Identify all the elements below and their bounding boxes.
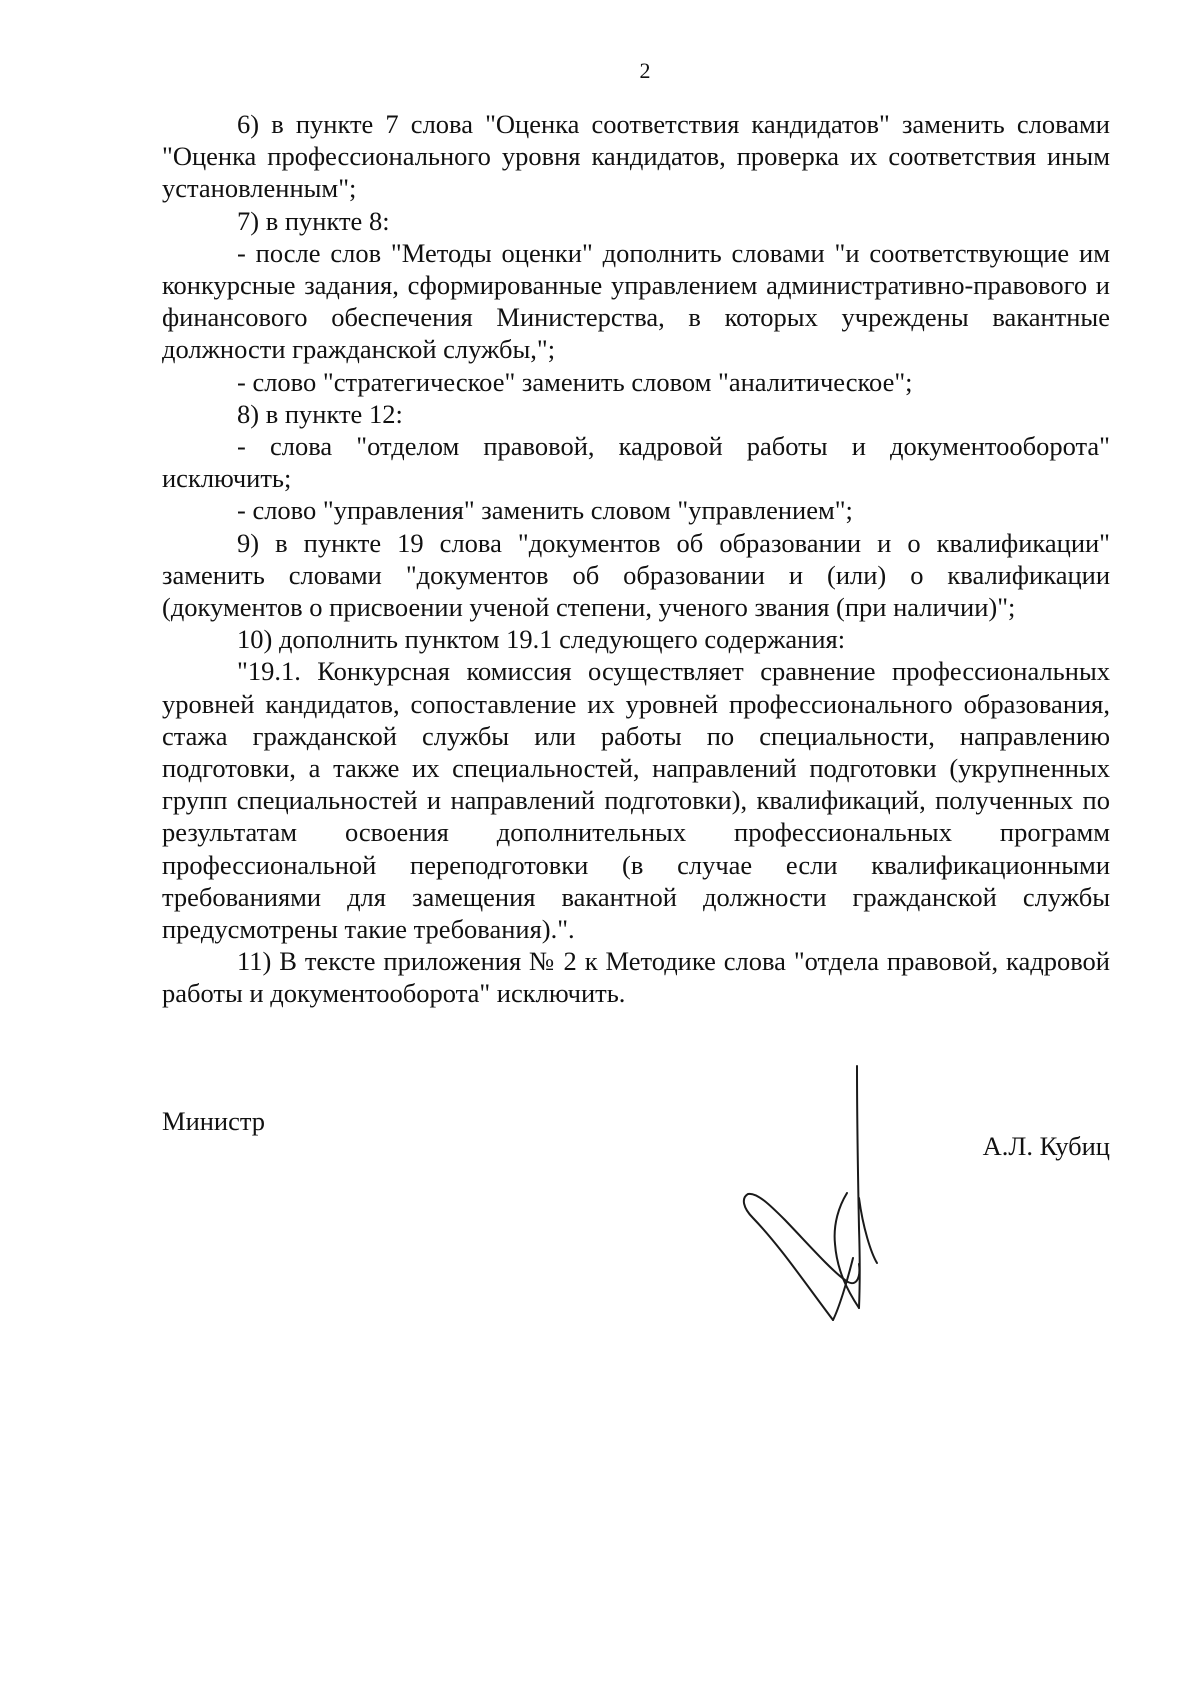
- paragraph-item-8: 8) в пункте 12:: [237, 398, 403, 429]
- paragraph-item-6: 6) в пункте 7 слова "Оценка соответствия кандидатов" заменить словами "Оценка профессионального уровня кандидатов, проверка их соответствия иным установленным";: [162, 109, 1110, 204]
- paragraph-item-7-sub-2: - слово "стратегическое" заменить словом "аналитическое";: [237, 366, 913, 397]
- paragraph-item-7-sub-1: - после слов "Методы оценки" дополнить словами "и соответствующие им конкурсные задания, сформированные управлением административно-правового и финансового обеспечения Министерства, в которых учреждены вакантные должности гражданской службы,";: [162, 237, 1110, 365]
- paragraph-item-10: 10) дополнить пунктом 19.1 следующего содержания:: [237, 624, 846, 655]
- signature-block: [162, 1105, 1110, 1325]
- page-number: 2: [639, 58, 651, 83]
- signer-name: А.Л. Кубиц: [982, 1131, 1110, 1161]
- document-body: [162, 108, 1110, 1010]
- paragraph-item-11: 11) В тексте приложения № 2 к Методике слова "отдела правовой, кадровой работы и документооборота" исключить.: [162, 946, 1110, 1009]
- paragraph-item-9: 9) в пункте 19 слова "документов об образовании и о квалификации" заменить словами "документов об образовании и (или) о квалификации (документов о присвоении ученой степени, ученого звания (при наличии)";: [162, 527, 1110, 623]
- paragraph-item-19-1-text: "19.1. Конкурсная комиссия осуществляет сравнение профессиональных уровней кандидатов, сопоставление их уровней профессионального образования, стажа гражданской службы или работы по специальности, направлению подготовки, а также их специальностей, направлений подготовки (укрупненных групп специальностей и направлений подготовки), квалификаций, полученных по результатам освоения дополнительных профессиональных программ профессиональной переподготовки (в случае если квалификационными требованиями для замещения вакантной должности гражданской службы предусмотрены такие требования).".: [162, 656, 1110, 945]
- paragraph-item-8-sub-2: - слово "управления" заменить словом "управлением";: [237, 495, 853, 526]
- paragraph-item-8-sub-1: - слова "отделом правовой, кадровой работы и документооборота" исключить;: [162, 431, 1110, 494]
- paragraph-item-7: 7) в пункте 8:: [237, 205, 390, 236]
- signer-position: Министр: [162, 1106, 266, 1136]
- handwritten-signature: [735, 1058, 895, 1328]
